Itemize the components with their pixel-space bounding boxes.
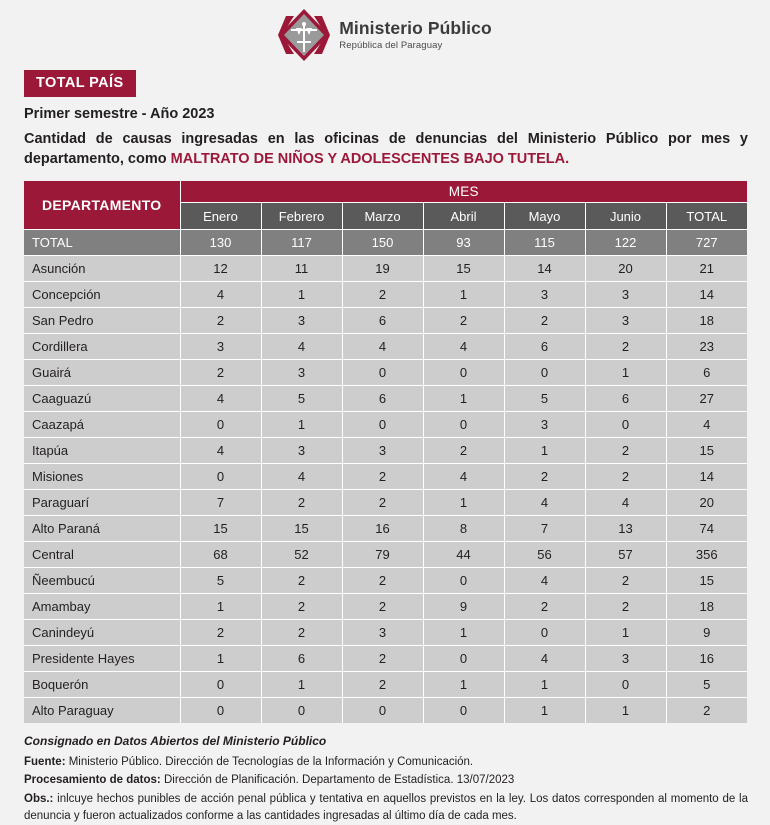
table-cell-month-value: 14 (504, 256, 585, 282)
table-cell-month-value: 5 (180, 568, 261, 594)
table-cell-month-value: 2 (504, 594, 585, 620)
table-cell-month-value: 2 (261, 594, 342, 620)
table-cell-month-value: 2 (504, 308, 585, 334)
table-cell-month-value: 1 (180, 594, 261, 620)
table-cell-month-value: 4 (504, 646, 585, 672)
table-row (24, 646, 747, 672)
table-row (24, 334, 747, 360)
table-cell-row-total: 74 (666, 516, 747, 542)
table-cell-month-value: 0 (180, 412, 261, 438)
footer-consigned: Consignado en Datos Abiertos del Ministerio Público (24, 732, 748, 750)
table-cell-month-value: 3 (504, 412, 585, 438)
table-cell-month-value: 2 (342, 646, 423, 672)
table-cell-month-value: 15 (180, 516, 261, 542)
table-row (24, 516, 747, 542)
table-cell-month-value: 4 (423, 464, 504, 490)
table-cell-month-value: 3 (261, 360, 342, 386)
table-row (24, 360, 747, 386)
statistics-table (24, 181, 747, 723)
th-month-junio: Junio (585, 203, 666, 230)
footer-obs-label: Obs.: (24, 793, 53, 805)
table-cell-month-value: 11 (261, 256, 342, 282)
report-description-plain: Cantidad de causas ingresadas en las oficinas de denuncias del Ministerio Público por mes y departamento, como (24, 131, 748, 167)
footer-processing (24, 772, 748, 789)
table-cell-month-value: 4 (180, 438, 261, 464)
table-cell-month-value: 2 (342, 282, 423, 308)
table-cell-month-value: 4 (180, 386, 261, 412)
table-cell-month-value: 2 (423, 308, 504, 334)
table-cell-row-total: 23 (666, 334, 747, 360)
table-cell-department: Ñeembucú (24, 568, 180, 594)
table-cell-month-value: 2 (504, 464, 585, 490)
table-row (24, 412, 747, 438)
table-cell-month-value: 5 (504, 386, 585, 412)
table-row (24, 568, 747, 594)
table-cell-department: Presidente Hayes (24, 646, 180, 672)
total-row-abril: 93 (423, 230, 504, 256)
table-cell-row-total: 2 (666, 698, 747, 724)
th-month-mayo: Mayo (504, 203, 585, 230)
table-cell-month-value: 0 (423, 412, 504, 438)
total-row-label: TOTAL (24, 230, 180, 256)
table-cell-month-value: 2 (585, 464, 666, 490)
table-cell-department: Guairá (24, 360, 180, 386)
table-cell-month-value: 8 (423, 516, 504, 542)
table-cell-month-value: 0 (504, 620, 585, 646)
table-cell-month-value: 3 (180, 334, 261, 360)
table-cell-month-value: 2 (180, 360, 261, 386)
table-cell-month-value: 0 (342, 412, 423, 438)
title-block (0, 70, 770, 169)
table-cell-month-value: 4 (180, 282, 261, 308)
table-cell-month-value: 1 (585, 698, 666, 724)
table-cell-month-value: 4 (504, 568, 585, 594)
table-cell-month-value: 1 (504, 698, 585, 724)
total-row-junio: 122 (585, 230, 666, 256)
brand-title: Ministerio Público (339, 20, 492, 38)
table-cell-department: Canindeyú (24, 620, 180, 646)
table-cell-row-total: 9 (666, 620, 747, 646)
table-cell-month-value: 44 (423, 542, 504, 568)
table-cell-month-value: 1 (261, 672, 342, 698)
table-cell-month-value: 4 (585, 490, 666, 516)
table-row (24, 282, 747, 308)
table-cell-month-value: 0 (423, 646, 504, 672)
table-cell-row-total: 18 (666, 594, 747, 620)
table-cell-month-value: 2 (180, 620, 261, 646)
table-cell-row-total: 15 (666, 438, 747, 464)
total-row-febrero: 117 (261, 230, 342, 256)
table-cell-row-total: 14 (666, 464, 747, 490)
table-cell-month-value: 1 (180, 646, 261, 672)
table-cell-department: Alto Paraguay (24, 698, 180, 724)
table-cell-department: Caaguazú (24, 386, 180, 412)
table-cell-month-value: 2 (342, 464, 423, 490)
table-cell-month-value: 15 (261, 516, 342, 542)
table-cell-month-value: 68 (180, 542, 261, 568)
report-description (24, 129, 748, 169)
table-cell-month-value: 0 (423, 698, 504, 724)
table-cell-row-total: 4 (666, 412, 747, 438)
table-cell-month-value: 2 (261, 620, 342, 646)
table-cell-month-value: 0 (180, 698, 261, 724)
table-body (24, 230, 747, 724)
table-cell-month-value: 0 (504, 360, 585, 386)
table-cell-month-value: 4 (423, 334, 504, 360)
table-cell-month-value: 3 (585, 282, 666, 308)
table-cell-row-total: 6 (666, 360, 747, 386)
table-cell-month-value: 2 (180, 308, 261, 334)
table-cell-month-value: 1 (504, 672, 585, 698)
table-cell-month-value: 4 (342, 334, 423, 360)
table-cell-month-value: 52 (261, 542, 342, 568)
table-cell-month-value: 15 (423, 256, 504, 282)
report-description-highlight: MALTRATO DE NIÑOS Y ADOLESCENTES BAJO TUTELA. (171, 151, 570, 167)
table-cell-department: Itapúa (24, 438, 180, 464)
table-cell-month-value: 0 (342, 360, 423, 386)
table-cell-month-value: 9 (423, 594, 504, 620)
table-cell-row-total: 14 (666, 282, 747, 308)
table-cell-month-value: 1 (423, 386, 504, 412)
table-cell-month-value: 1 (423, 490, 504, 516)
table-cell-month-value: 2 (585, 438, 666, 464)
table-row (24, 490, 747, 516)
table-cell-month-value: 79 (342, 542, 423, 568)
table-cell-row-total: 27 (666, 386, 747, 412)
footer-source (24, 754, 748, 771)
footer-source-label: Fuente: (24, 756, 66, 768)
th-total-column: TOTAL (666, 203, 747, 230)
table-row (24, 620, 747, 646)
report-period-subtitle: Primer semestre - Año 2023 (24, 106, 746, 122)
table-head-row-group (24, 181, 747, 203)
table-cell-month-value: 0 (180, 464, 261, 490)
table-cell-month-value: 1 (261, 412, 342, 438)
table-cell-month-value: 2 (261, 568, 342, 594)
footer-obs-value: inlcuye hechos punibles de acción penal pública y tentativa en aquellos previstos en la ley. Los datos corresponden al momento de la denuncia y fueron actualizados conforme a las cantidades ingresadas al último día de cada mes. (24, 793, 748, 822)
table-cell-department: Caazapá (24, 412, 180, 438)
total-row-enero: 130 (180, 230, 261, 256)
th-month-abril: Abril (423, 203, 504, 230)
table-cell-month-value: 19 (342, 256, 423, 282)
table-cell-month-value: 1 (585, 360, 666, 386)
table-cell-month-value: 2 (342, 594, 423, 620)
table-cell-month-value: 4 (261, 334, 342, 360)
table-cell-row-total: 18 (666, 308, 747, 334)
total-pais-badge: TOTAL PAÍS (24, 70, 136, 97)
footer-notes (24, 732, 748, 825)
table-cell-month-value: 6 (342, 308, 423, 334)
th-month-marzo: Marzo (342, 203, 423, 230)
table-cell-month-value: 5 (261, 386, 342, 412)
table-cell-department: Misiones (24, 464, 180, 490)
table-cell-month-value: 0 (180, 672, 261, 698)
footer-processing-label: Procesamiento de datos: (24, 774, 161, 786)
table-cell-month-value: 2 (585, 568, 666, 594)
table-cell-month-value: 7 (180, 490, 261, 516)
footer-observation (24, 791, 748, 825)
th-month-febrero: Febrero (261, 203, 342, 230)
table-cell-department: Asunción (24, 256, 180, 282)
table-cell-month-value: 1 (585, 620, 666, 646)
table-cell-month-value: 0 (585, 672, 666, 698)
total-row-marzo: 150 (342, 230, 423, 256)
table-cell-month-value: 13 (585, 516, 666, 542)
footer-source-value: Ministerio Público. Dirección de Tecnologías de la Información y Comunicación. (66, 756, 474, 768)
table-cell-month-value: 3 (585, 308, 666, 334)
table-cell-month-value: 2 (585, 334, 666, 360)
table-cell-month-value: 3 (261, 308, 342, 334)
table-cell-month-value: 0 (423, 568, 504, 594)
table-cell-department: Boquerón (24, 672, 180, 698)
table-cell-month-value: 3 (585, 646, 666, 672)
table-cell-month-value: 6 (585, 386, 666, 412)
table-cell-month-value: 3 (342, 620, 423, 646)
total-row-mayo: 115 (504, 230, 585, 256)
table-cell-month-value: 2 (342, 490, 423, 516)
table-cell-month-value: 56 (504, 542, 585, 568)
table-cell-month-value: 4 (261, 464, 342, 490)
table-cell-month-value: 3 (261, 438, 342, 464)
table-cell-month-value: 4 (504, 490, 585, 516)
table-row (24, 594, 747, 620)
table-row (24, 464, 747, 490)
table-cell-month-value: 2 (342, 672, 423, 698)
th-departamento: DEPARTAMENTO (24, 181, 180, 230)
table-row (24, 542, 747, 568)
statistics-table-wrapper (24, 181, 747, 723)
table-cell-month-value: 0 (423, 360, 504, 386)
table-cell-row-total: 16 (666, 646, 747, 672)
table-cell-month-value: 2 (585, 594, 666, 620)
footer-processing-value: Dirección de Planificación. Departamento de Estadística. 13/07/2023 (161, 774, 515, 786)
table-cell-month-value: 1 (504, 438, 585, 464)
table-cell-month-value: 20 (585, 256, 666, 282)
table-cell-month-value: 1 (261, 282, 342, 308)
table-cell-month-value: 0 (342, 698, 423, 724)
table-cell-department: Alto Paraná (24, 516, 180, 542)
table-cell-month-value: 6 (342, 386, 423, 412)
table-cell-month-value: 2 (261, 490, 342, 516)
table-cell-month-value: 6 (261, 646, 342, 672)
table-cell-month-value: 16 (342, 516, 423, 542)
brand-header (0, 0, 770, 70)
table-cell-row-total: 15 (666, 568, 747, 594)
table-cell-month-value: 2 (423, 438, 504, 464)
th-month-enero: Enero (180, 203, 261, 230)
table-cell-department: Paraguarí (24, 490, 180, 516)
table-cell-month-value: 12 (180, 256, 261, 282)
brand-text (339, 20, 492, 50)
table-cell-department: Central (24, 542, 180, 568)
table-row (24, 698, 747, 724)
table-cell-month-value: 7 (504, 516, 585, 542)
total-row-total: 727 (666, 230, 747, 256)
table-cell-month-value: 0 (261, 698, 342, 724)
table-cell-department: Cordillera (24, 334, 180, 360)
table-cell-row-total: 20 (666, 490, 747, 516)
table-cell-department: San Pedro (24, 308, 180, 334)
table-cell-department: Amambay (24, 594, 180, 620)
table-head (24, 181, 747, 230)
table-cell-month-value: 1 (423, 620, 504, 646)
th-mes-group: MES (180, 181, 747, 203)
table-cell-month-value: 1 (423, 672, 504, 698)
table-row (24, 672, 747, 698)
table-cell-month-value: 3 (504, 282, 585, 308)
table-cell-month-value: 2 (342, 568, 423, 594)
ministerio-publico-logo-icon (278, 8, 330, 62)
table-cell-row-total: 356 (666, 542, 747, 568)
table-row (24, 308, 747, 334)
table-cell-month-value: 3 (342, 438, 423, 464)
table-row-total (24, 230, 747, 256)
table-cell-month-value: 6 (504, 334, 585, 360)
table-cell-row-total: 5 (666, 672, 747, 698)
table-cell-department: Concepción (24, 282, 180, 308)
table-cell-row-total: 21 (666, 256, 747, 282)
table-cell-month-value: 1 (423, 282, 504, 308)
table-cell-month-value: 57 (585, 542, 666, 568)
table-row (24, 386, 747, 412)
table-cell-month-value: 0 (585, 412, 666, 438)
brand-subtitle: República del Paraguay (339, 41, 492, 51)
table-row (24, 256, 747, 282)
table-row (24, 438, 747, 464)
